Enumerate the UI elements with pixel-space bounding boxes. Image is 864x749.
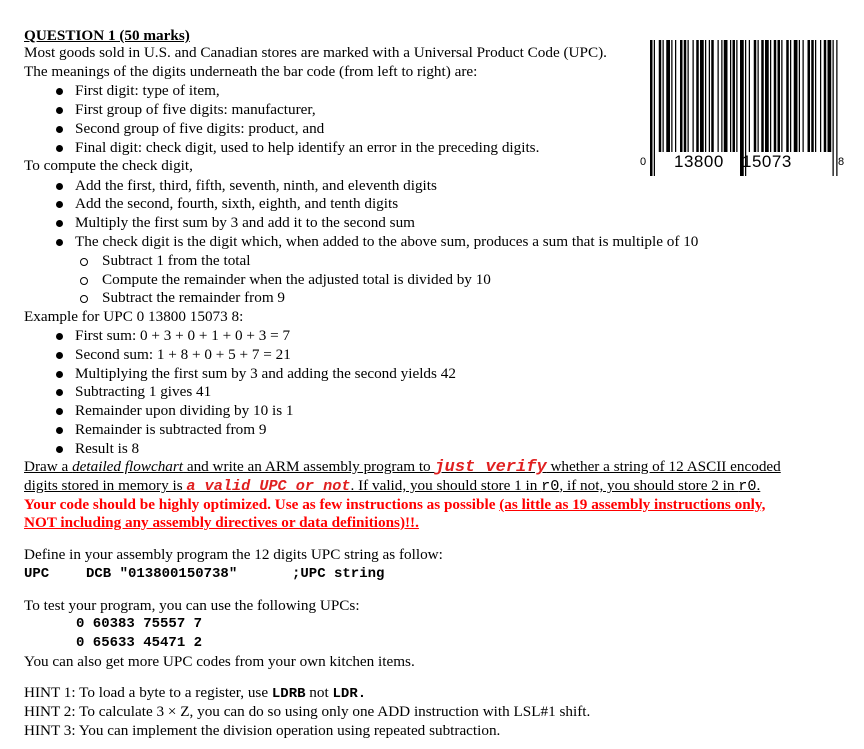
barcode-bar [781,40,782,152]
barcode-bar [820,40,821,152]
barcode-check-digit: 8 [838,156,845,168]
barcode-bar [680,40,683,152]
barcode-bar [811,40,814,152]
barcode-bar [754,40,757,152]
list-item: Subtracting 1 gives 41 [24,383,211,401]
register-r0: r0 [541,477,560,495]
sub-list-item: Subtract 1 from the total [24,252,250,270]
sub-list-item: Compute the remainder when the adjusted total is divided by 10 [24,271,491,289]
barcode-bar [774,40,777,152]
test-line: To test your program, you can use the following UPCs: [24,597,360,614]
barcode-bar [765,40,769,152]
barcode-bar [786,40,789,152]
barcode-group-1: 13800 [674,152,724,171]
list-item: Remainder is subtracted from 9 [24,421,266,439]
test-upc-1: 0 60383 75557 7 [76,616,203,632]
optimization-line-2: NOT including any assembly directives or data definitions)!!. [24,514,419,531]
barcode-bar [696,40,699,152]
barcode-bar [790,40,791,152]
barcode-bar [705,40,706,152]
question-title: QUESTION 1 (50 marks) [24,27,190,44]
barcode-bar [815,40,816,152]
barcode-bar [659,40,662,152]
example-heading: Example for UPC 0 13800 15073 8: [24,308,244,325]
barcode-bar [693,40,694,152]
list-item: Final digit: check digit, used to help identify an error in the preceding digits. [24,139,539,157]
barcode-bar [758,40,759,152]
list-item: Second group of five digits: product, and [24,120,324,138]
barcode-bar [770,40,771,152]
barcode-bar [711,40,714,152]
list-item: Second sum: 1 + 8 + 0 + 5 + 7 = 21 [24,346,291,364]
list-item: Add the first, third, fifth, seventh, ninth, and eleventh digits [24,177,437,195]
barcode-bar [675,40,676,152]
define-line: Define in your assembly program the 12 digits UPC string as follow: [24,546,443,563]
barcode-bar [824,40,827,152]
barcode-bar [761,40,764,152]
barcode-bar [671,40,672,152]
optimization-line-1: Your code should be highly optimized. Use as few instructions as possible (as little as 19 assembly instructions only, [24,496,766,513]
list-item: Multiply the first sum by 3 and add it to the second sum [24,214,415,232]
barcode-bar [828,40,832,152]
kitchen-line: You can also get more UPC codes from your own kitchen items. [24,653,415,670]
barcode-bar [794,40,798,152]
barcode-bar [803,40,804,152]
list-item: Add the second, fourth, sixth, eighth, and tenth digits [24,195,398,213]
barcode-bar [666,40,670,152]
barcode-bar [718,40,719,152]
barcode-bar [799,40,800,152]
barcode-bar [700,40,704,152]
barcode-bar [721,40,722,152]
hint-3: HINT 3: You can implement the division operation using repeated subtraction. [24,722,501,739]
upc-barcode-image [640,40,846,180]
list-item: The check digit is the digit which, when added to the above sum, produces a sum that is multiple of 10 [24,233,698,251]
barcode-bar [833,40,834,176]
list-item: First group of five digits: manufacturer, [24,101,316,119]
intro-line-2: The meanings of the digits underneath the bar code (from left to right) are: [24,63,478,80]
compute-heading: To compute the check digit, [24,157,193,174]
barcode-group-2: 15073 [742,152,792,171]
barcode-bar [654,40,655,176]
code-line: UPC DCB "013800150738" ;UPC string [24,566,385,582]
list-item: Multiplying the first sum by 3 and adding the second yields 42 [24,365,456,383]
register-r0: r0 [738,477,757,495]
just-verify-emphasis: just verify [434,458,547,477]
task-line-2: digits stored in memory is a valid UPC or not. If valid, you should store 1 in r0, if not, you should store 2 in r0. [24,477,761,495]
intro-line-1: Most goods sold in U.S. and Canadian stores are marked with a Universal Product Code (UPC). [24,44,607,61]
barcode-bar [684,40,687,152]
barcode-bar [724,40,728,152]
test-upc-2: 0 65633 45471 2 [76,635,203,651]
sub-list-item: Subtract the remainder from 9 [24,289,285,307]
barcode-bar [736,40,737,152]
barcode-bar [749,40,750,152]
barcode-bar [778,40,781,152]
barcode-bar [650,40,653,176]
barcode-bar [663,40,664,152]
barcode-bar [709,40,710,152]
task-line-1: Draw a detailed flowchart and write an ARM assembly program to just verify whether a string of 12 ASCII encoded [24,458,781,477]
hint-1: HINT 1: To load a byte to a register, use LDRB not LDR. [24,684,367,702]
list-item: Remainder upon dividing by 10 is 1 [24,402,294,420]
barcode-bar [730,40,731,152]
barcode-first-digit: 0 [640,156,647,168]
barcode-bar [688,40,689,152]
valid-upc-emphasis: a valid UPC or not [186,477,351,495]
flowchart-emphasis: detailed flowchart [72,458,184,475]
list-item: First digit: type of item, [24,82,220,100]
list-item: First sum: 0 + 3 + 0 + 1 + 0 + 3 = 7 [24,327,290,345]
list-item: Result is 8 [24,440,139,458]
barcode-bar [733,40,736,152]
hint-2: HINT 2: To calculate 3 × Z, you can do so using only one ADD instruction with LSL#1 shift. [24,703,591,720]
barcode-bar [808,40,811,152]
